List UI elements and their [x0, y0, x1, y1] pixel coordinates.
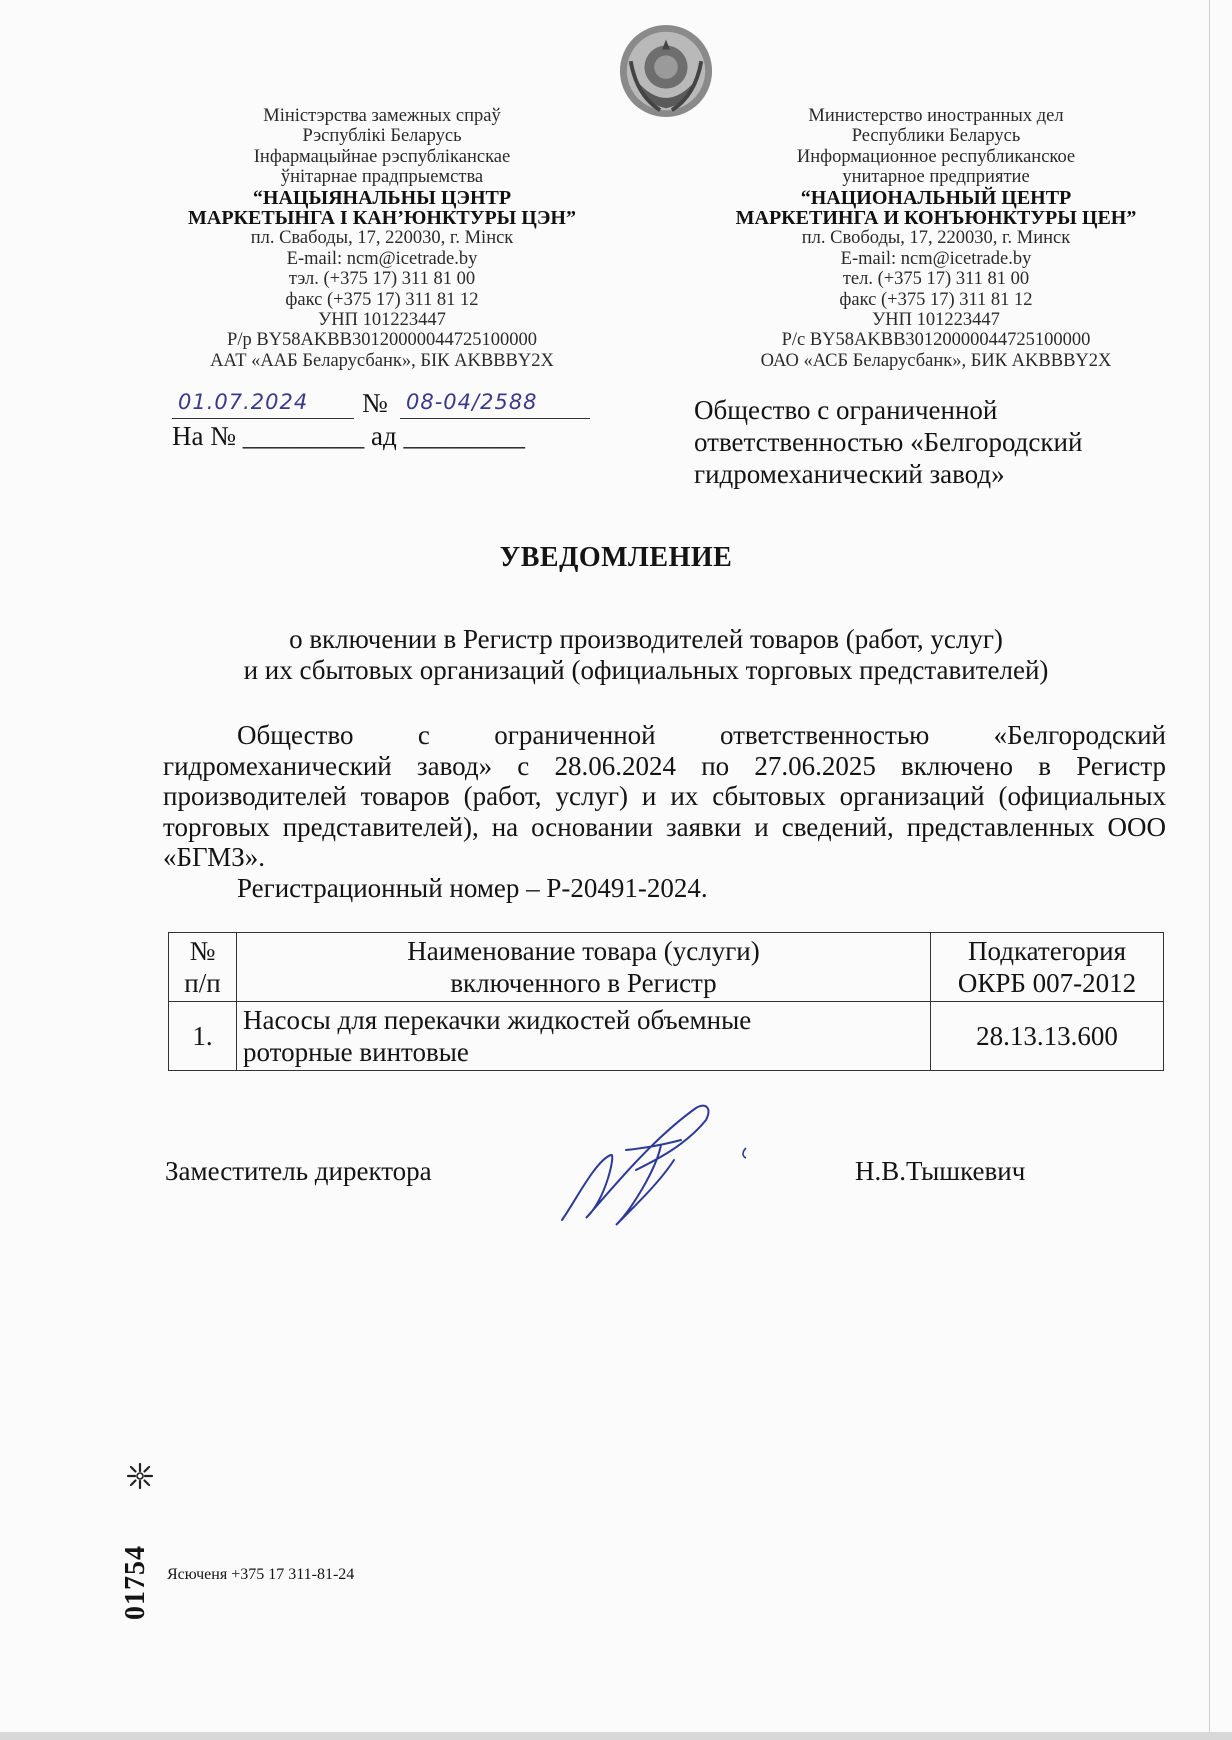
unp-line: УНП 101223447 — [318, 310, 446, 331]
header-line: унитарное предприятие — [842, 167, 1030, 188]
outgoing-registration-line — [172, 388, 602, 422]
phone-line: тэл. (+375 17) 311 81 00 — [288, 269, 476, 290]
header-text: № — [189, 936, 216, 966]
row-number: 1. — [169, 1002, 237, 1071]
signer-name: Н.В.Тышкевич — [855, 1156, 1026, 1186]
product-name-line: Насосы для перекачки жидкостей объемные — [243, 1005, 752, 1035]
column-header-subcategory — [931, 933, 1164, 1002]
product-code: 28.13.13.600 — [931, 1002, 1164, 1071]
header-belarusian — [122, 106, 642, 371]
document-body — [163, 720, 1166, 903]
header-line: Інфармацыйнае рэспубліканскае — [253, 146, 511, 167]
header-text: ОКРБ 007-2012 — [957, 968, 1137, 998]
address-line: пл. Свободы, 17, 220030, г. Минск — [801, 228, 1071, 249]
product-name-line: роторные винтовые — [243, 1037, 469, 1067]
organization-name: “НАЦИОНАЛЬНЫЙ ЦЕНТР — [800, 186, 1072, 209]
signer-position: Заместитель директора — [165, 1156, 432, 1186]
outgoing-date-field — [172, 388, 354, 419]
unp-line: УНП 101223447 — [872, 310, 1000, 331]
fax-line: факс (+375 17) 311 81 12 — [285, 289, 479, 310]
email-line: E-mail: ncm@icetrade.by — [840, 248, 1032, 269]
table-header-row — [169, 933, 1164, 1002]
bank-line: ААТ «ААБ Беларусбанк», БІК AKBBBY2X — [210, 350, 554, 371]
address-line: пл. Свабоды, 17, 220030, г. Мінск — [250, 228, 514, 249]
table-row — [169, 1002, 1164, 1071]
register-table — [168, 932, 1164, 1071]
fax-line: факс (+375 17) 311 81 12 — [839, 289, 1033, 310]
organization-name: “НАЦЫЯНАЛЬНЫ ЦЭНТР — [252, 186, 512, 209]
header-text: Наименование товара (услуги) — [407, 936, 760, 966]
subtitle-line: о включении в Регистр производителей товаров (работ, услуг) — [289, 624, 1003, 654]
header-text: Подкатегория — [967, 936, 1126, 966]
email-line: E-mail: ncm@icetrade.by — [286, 248, 478, 269]
bank-line: ОАО «АСБ Беларусбанк», БИК AKBBBY2X — [760, 350, 1112, 371]
addressee-line: гидромеханический завод» — [694, 459, 1005, 489]
header-line: Міністэрства замежных спраў — [263, 106, 501, 126]
asterisk-mark-icon — [126, 1462, 154, 1490]
header-line: Информационное республиканское — [796, 146, 1076, 167]
organization-name: МАРКЕТИНГА И КОНЪЮНКТУРЫ ЦЕН” — [735, 207, 1137, 230]
header-line: ўнітарнае прадпрыемства — [280, 167, 484, 188]
product-name — [237, 1002, 931, 1071]
subtitle-line: и их сбытовых организаций (официальных торговых представителей) — [243, 655, 1049, 685]
header-line: Республики Беларусь — [851, 126, 1021, 147]
header-line: Рэспублікі Беларусь — [302, 126, 462, 147]
account-line: Р/с BY58AKBB30120000044725100000 — [781, 330, 1091, 351]
phone-line: тел. (+375 17) 311 81 00 — [842, 269, 1030, 290]
organization-name: МАРКЕТЫНГА І КАН’ЮНКТУРЫ ЦЭН” — [188, 207, 576, 230]
outgoing-date: 01.07.2024 — [178, 390, 309, 414]
scan-edge — [1209, 0, 1210, 1740]
form-serial-number: 01754 — [120, 1545, 151, 1620]
document-title: УВЕДОМЛЕНИЕ — [499, 542, 733, 573]
scan-bottom-edge — [0, 1732, 1232, 1740]
account-line: Р/р BY58AKBB30120000044725100000 — [227, 330, 537, 351]
registration-number: Регистрационный номер – Р-20491-2024. — [237, 872, 708, 903]
addressee-line: Общество с ограниченной — [694, 395, 998, 425]
column-header-name — [237, 933, 931, 1002]
number-sign: № — [362, 388, 388, 418]
column-header-number — [169, 933, 237, 1002]
header-text: включенного в Регистр — [450, 968, 717, 998]
handwritten-signature-icon — [556, 1100, 766, 1230]
reference-line: На № _________ ад _________ — [172, 421, 525, 451]
body-paragraph: Общество с ограниченной ответственностью «Белгородский гидромеханический завод» с 28.06.2024 по 27.06.2025 включено в Регистр производителей товаров (работ, услуг) и их сбытовых организаций (официальных торговых представителей), на основании заявки и сведений, представленных ООО «БГМЗ». — [163, 720, 1166, 872]
addressee-line: ответственностью «Белгородский — [694, 427, 1083, 457]
outgoing-number-field — [400, 388, 590, 419]
outgoing-number: 08-04/2588 — [406, 390, 538, 414]
document-subtitle — [130, 624, 1162, 686]
header-russian — [676, 106, 1196, 371]
addressee-block — [694, 394, 1164, 490]
executor-contact: Ясюченя +375 17 311-81-24 — [167, 1566, 355, 1583]
header-line: Министерство иностранных дел — [808, 106, 1064, 126]
header-text: п/п — [184, 968, 221, 998]
